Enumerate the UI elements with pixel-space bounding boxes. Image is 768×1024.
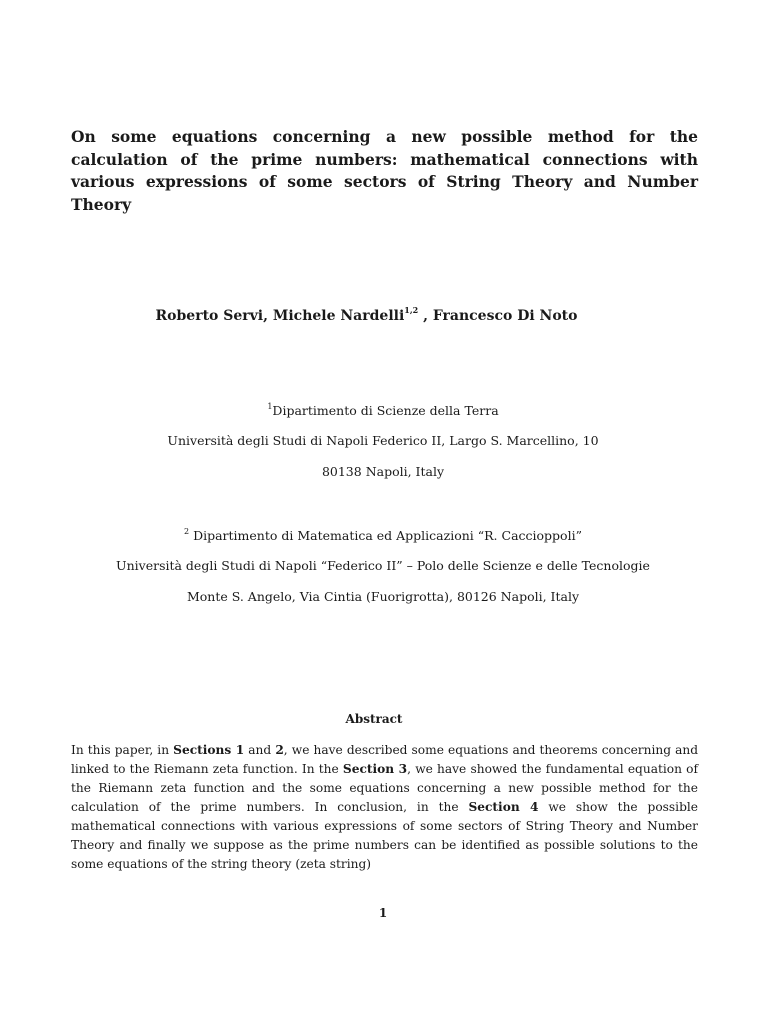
abstract-text-2: and [244,743,276,757]
abstract-body [71,741,698,874]
abstract-heading: Abstract [345,712,403,726]
abstract-ref-section-2: 2 [275,743,284,757]
affiliation-1-university: Università degli Studi di Napoli Federico II, Largo S. Marcellino, 10 [167,433,599,448]
affiliation-1-department [0,402,766,418]
affiliation-1-department-text: Dipartimento di Scienze della Terra [272,403,499,418]
abstract-text-3: , we have described some equations and theorems concerning and linked to the Riemann zeta function. In the [71,743,699,776]
affiliation-2-department [0,527,766,543]
abstract-text-1: In this paper, in [71,743,174,757]
author-names-last: , Francesco Di Noto [418,308,578,324]
affiliation-2-marker: 2 [184,527,190,536]
affiliation-2-university: Università degli Studi di Napoli “Federico II” – Polo delle Scienze e delle Tecnologie [116,558,650,573]
affiliation-1-address: 80138 Napoli, Italy [321,464,445,479]
abstract-ref-section-1: Sections 1 [173,743,245,757]
page-number: 1 [378,906,388,920]
affiliation-2-address: Monte S. Angelo, Via Cintia (Fuorigrotta), 80126 Napoli, Italy [186,589,580,604]
affiliation-2-department-text: Dipartimento di Matematica ed Applicazioni “R. Caccioppoli” [189,528,582,543]
abstract-text-5: we show the possible mathematical connections with various expressions of some sectors of String Theory and Number Theory and finally we suppose as the prime numbers can be identified as possible solutions to the some equations of the string theory (zeta string) [71,800,698,871]
abstract-text-4: , we have showed the fundamental equation of the Riemann zeta function and the some equations concerning a new possible method for the calculation of the prime numbers. In conclusion, in the [71,762,698,814]
author-affiliation-superscript: 1,2 [404,305,419,315]
paper-title: On some equations concerning a new possible method for the calculation of the prime numbers: mathematical connections with various expressions of some sectors of String Theory and Number Theory [71,127,698,214]
abstract-ref-section-3: Section 3 [342,762,408,776]
affiliation-1-marker: 1 [267,402,273,411]
abstract-ref-section-4: Section 4 [468,800,539,814]
author-list [0,305,733,324]
author-names-first: Roberto Servi, Michele Nardelli [155,308,405,324]
